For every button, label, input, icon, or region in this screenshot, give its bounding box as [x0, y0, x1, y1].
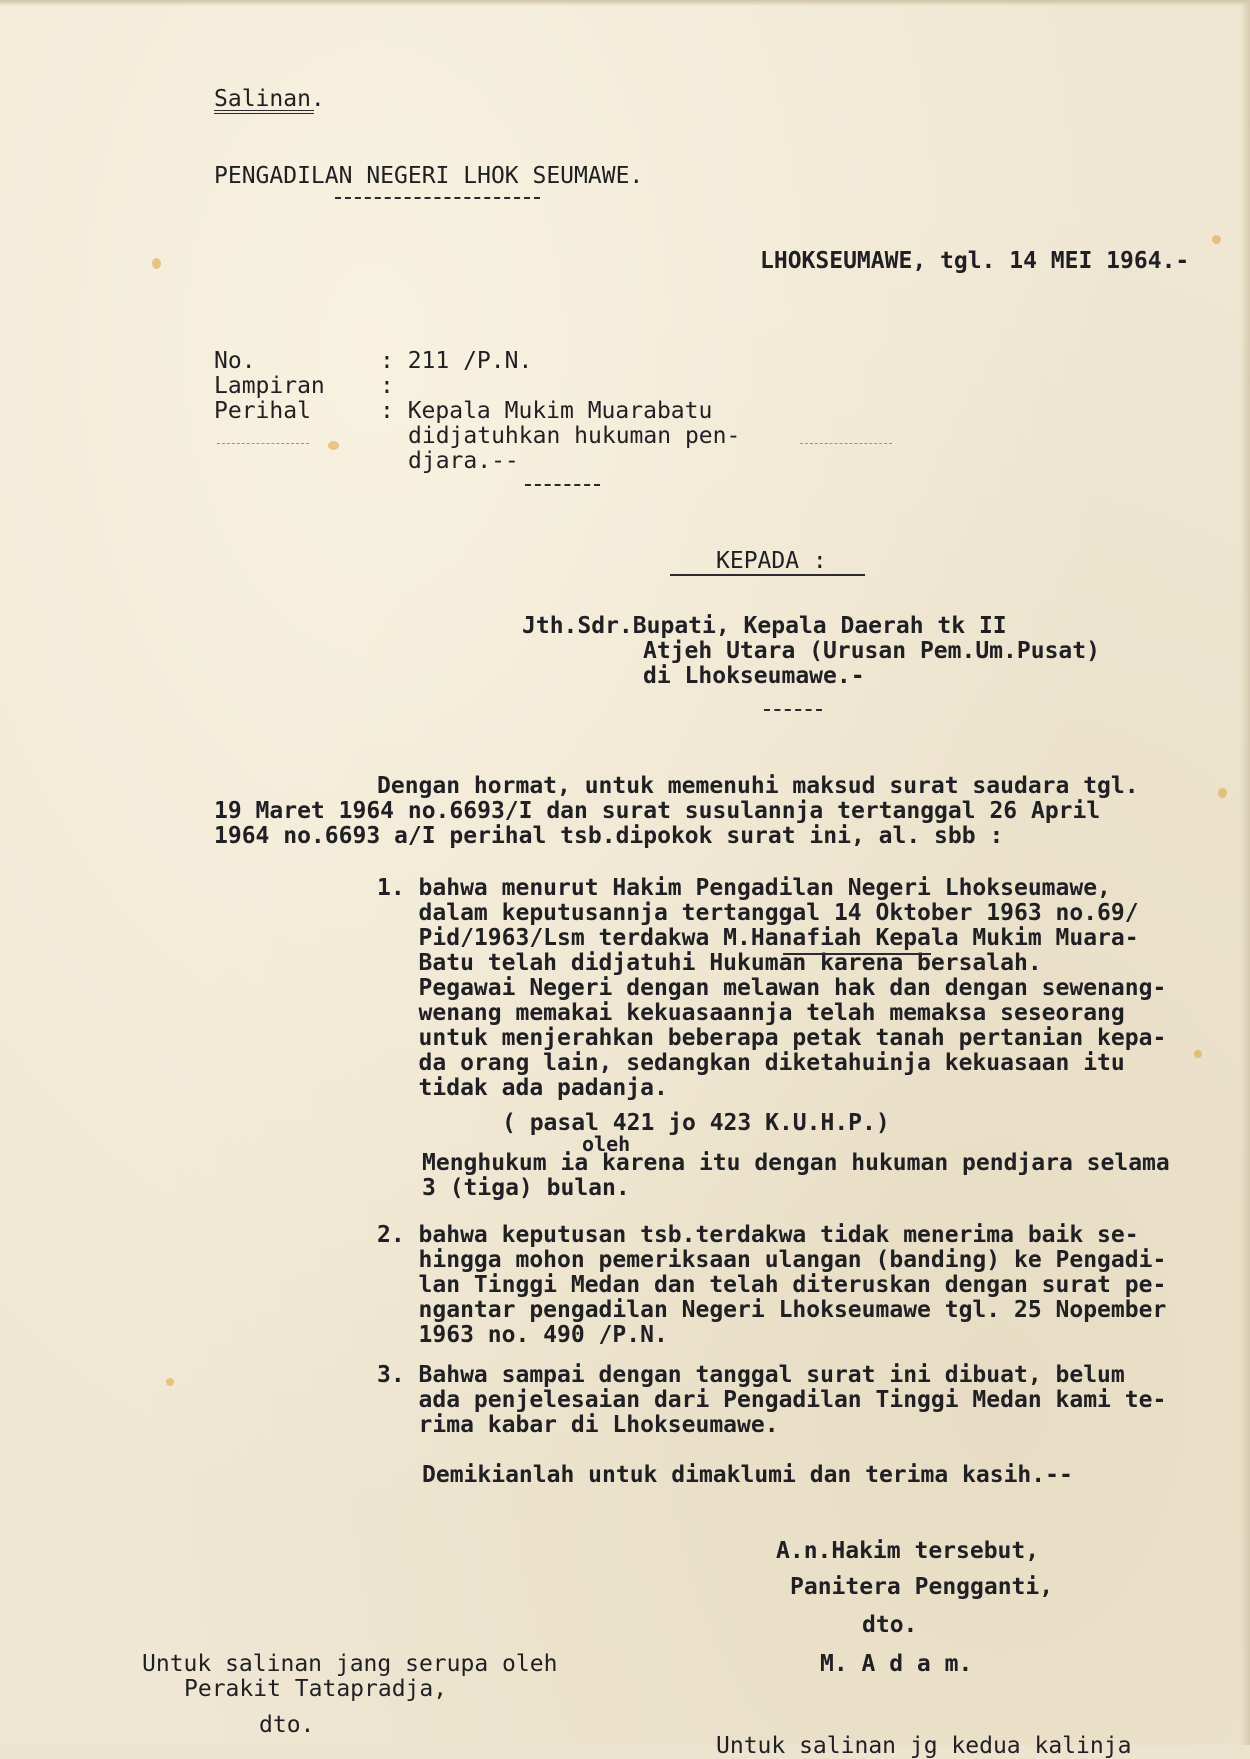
item-2-line: ngantar pengadilan Negeri Lhokseumawe tgl. 25 Nopember	[377, 1297, 1167, 1323]
perihal-underline	[525, 484, 600, 486]
stain-mark	[1212, 235, 1221, 244]
item-3-line: ada penjelesaian dari Pengadilan Tinggi Medan kami te-	[377, 1387, 1167, 1413]
oleh-insertion: oleh	[582, 1132, 631, 1156]
stain-mark	[328, 441, 339, 450]
stain-mark	[1218, 788, 1227, 798]
item-2-line: lan Tinggi Medan dan telah diteruskan dengan surat pe-	[377, 1272, 1167, 1298]
copy-cutoff-line: Untuk salinan jg kedua kalinja	[716, 1733, 1132, 1759]
perihal-value-cont: didjatuhkan hukuman pen-	[408, 423, 741, 449]
perihal-rule-left	[217, 443, 309, 444]
kepada-heading: KEPADA :	[716, 548, 827, 574]
item-3-line: rima kabar di Lhokseumawe.	[377, 1412, 779, 1438]
intro-line: 1964 no.6693 a/I perihal tsb.dipokok surat ini, al. sbb :	[214, 823, 1004, 849]
item-1-line: Pegawai Negeri dengan melawan hak dan dengan sewenang-	[377, 975, 1167, 1001]
item-1-line: untuk menjerahkan beberapa petak tanah pertanian kepa-	[377, 1025, 1167, 1051]
closing-line: Demikianlah untuk dimaklumi dan terima kasih.--	[422, 1462, 1073, 1488]
kepada-underline	[670, 574, 865, 576]
perihal-label: Perihal	[214, 398, 311, 424]
item-1-line: tidak ada padanja.	[377, 1075, 668, 1101]
signature-line: Panitera Pengganti,	[790, 1574, 1054, 1600]
court-name: PENGADILAN NEGERI LHOK SEUMAWE.	[214, 163, 644, 189]
lampiran-value: :	[380, 373, 394, 399]
intro-line: 19 Maret 1964 no.6693/I dan surat susulannja tertanggal 26 April	[214, 798, 1101, 824]
menghukum-line: 3 (tiga) bulan.	[422, 1175, 630, 1201]
place-date: LHOKSEUMAWE, tgl. 14 MEI 1964.-	[760, 248, 1190, 274]
perihal-value-cont: djara.--	[408, 448, 519, 474]
no-label: No.	[214, 348, 256, 374]
item-1-line: Batu telah didjatuhi Hukuman karena bersalah.	[377, 950, 1042, 976]
item-1-line: Pid/1963/Lsm terdakwa M.Hanafiah Kepala Mukim Muara-	[377, 925, 1139, 951]
item-2-line: 1963 no. 490 /P.N.	[377, 1322, 668, 1348]
court-name-underline	[335, 197, 540, 199]
addressee-line: Jth.Sdr.Bupati, Kepala Daerah tk II	[522, 613, 1007, 639]
addressee-underline	[764, 709, 822, 711]
item-1-line: dalam keputusannja tertanggal 14 Oktober 1963 no.69/	[377, 900, 1139, 926]
signature-line: dto.	[862, 1612, 918, 1638]
lampiran-label: Lampiran	[214, 373, 325, 399]
pasal-reference: ( pasal 421 jo 423 K.U.H.P.)	[502, 1110, 890, 1136]
stain-mark	[166, 1378, 174, 1386]
menghukum-line: Menghukum ia karena itu dengan hukuman pendjara selama	[422, 1150, 1170, 1176]
item-2-line: 2. bahwa keputusan tsb.terdakwa tidak menerima baik se-	[377, 1222, 1139, 1248]
stain-mark	[1194, 1050, 1202, 1058]
copy-line: Perakit Tatapradja,	[184, 1676, 448, 1702]
item-2-line: hingga mohon pemeriksaan ulangan (banding) ke Pengadi-	[377, 1247, 1167, 1273]
no-value: : 211 /P.N.	[380, 348, 533, 374]
intro-line: Dengan hormat, untuk memenuhi maksud surat saudara tgl.	[377, 773, 1139, 799]
copy-line: dto.	[259, 1712, 315, 1738]
perihal-value: : Kepala Mukim Muarabatu	[380, 398, 713, 424]
addressee-line: Atjeh Utara (Urusan Pem.Um.Pusat)	[643, 638, 1100, 664]
addressee-line: di Lhokseumawe.-	[643, 663, 865, 689]
salinan-underline	[214, 110, 314, 114]
stain-mark	[152, 258, 161, 269]
item-1-line: 1. bahwa menurut Hakim Pengadilan Negeri Lhokseumawe,	[377, 875, 1111, 901]
signature-line: A.n.Hakim tersebut,	[776, 1538, 1040, 1564]
item-1-line: wenang memakai kekuasaannja telah memaksa seseorang	[377, 1000, 1125, 1026]
signature-name: M. A d a m.	[820, 1651, 973, 1677]
copy-line: Untuk salinan jang serupa oleh	[142, 1651, 558, 1677]
perihal-rule-right	[800, 443, 892, 444]
item-3-line: 3. Bahwa sampai dengan tanggal surat ini dibuat, belum	[377, 1362, 1125, 1388]
salinan-label: Salinan.	[214, 86, 325, 112]
item-1-line: da orang lain, sedangkan diketahuinja kekuasaan itu	[377, 1050, 1125, 1076]
hanafiah-underline	[783, 953, 931, 955]
